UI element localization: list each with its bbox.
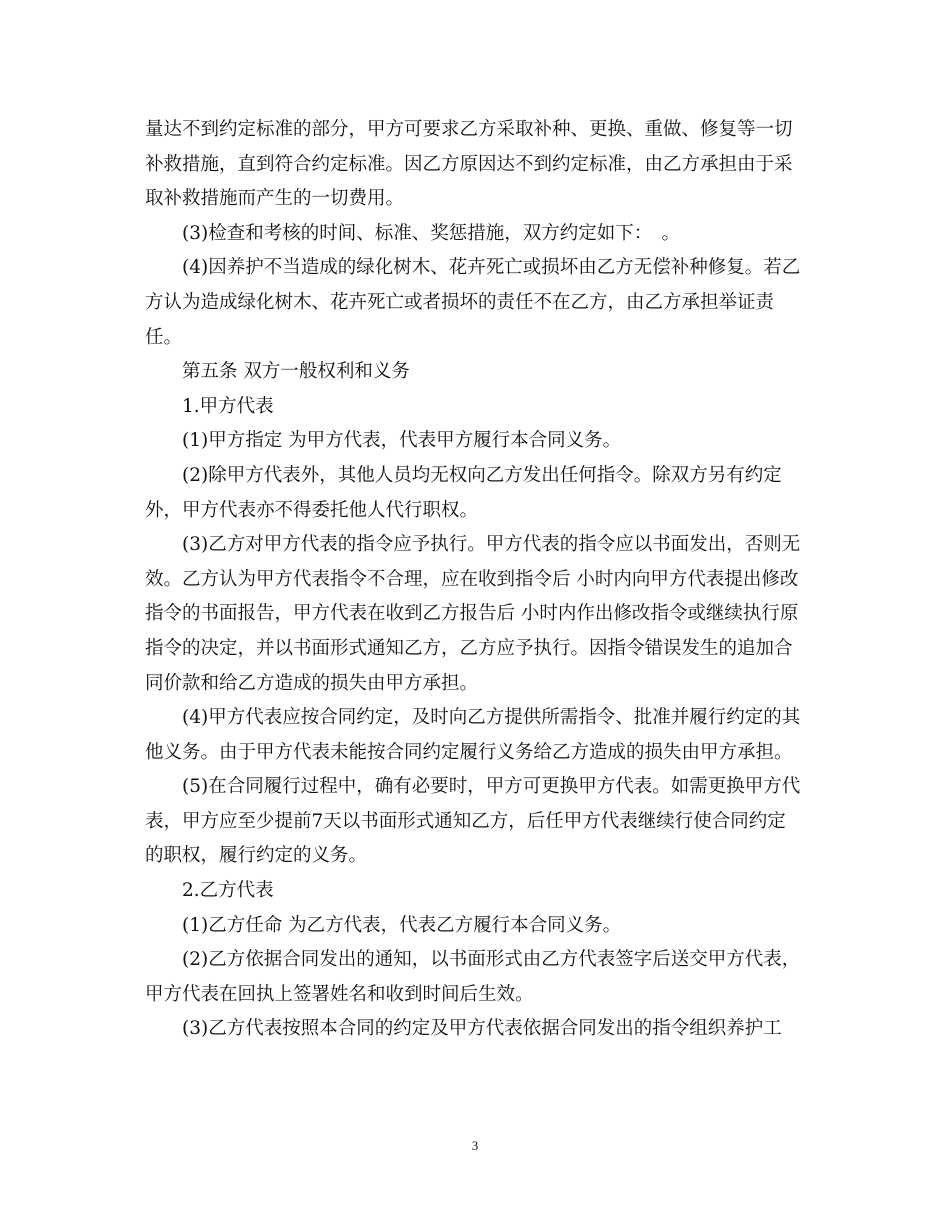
text-line: 他义务。由于甲方代表未能按合同约定履行义务给乙方造成的损失由甲方承担。 <box>145 741 793 763</box>
text-line: (2)除甲方代表外，其他人员均无权向乙方发出任何指令。除双方另有约定 <box>182 464 782 486</box>
text-line: 方认为造成绿化树木、花卉死亡或者损坏的责任不在乙方，由乙方承担举证责 <box>145 291 775 313</box>
text-line: 表，甲方应至少提前7天以书面形式通知乙方，后任甲方代表继续行使合同约定 <box>145 810 786 832</box>
text-line: (1)甲方指定 为甲方代表，代表甲方履行本合同义务。 <box>182 430 622 452</box>
text-line: 任。 <box>145 326 183 348</box>
text-line: 取补救措施而产生的一切费用。 <box>145 188 405 210</box>
text-line: (4)甲方代表应按合同约定，及时向乙方提供所需指令、批准并履行约定的其 <box>182 707 801 729</box>
text-line: 外，甲方代表亦不得委托他人代行职权。 <box>145 499 479 521</box>
text-line: 指令的决定，并以书面形式通知乙方，乙方应予执行。因指令错误发生的追加合 <box>145 637 793 659</box>
text-line: 效。乙方认为甲方代表指令不合理，应在收到指令后 小时内向甲方代表提出修改 <box>145 568 799 590</box>
text-line: 指令的书面报告，甲方代表在收到乙方报告后 小时内作出修改指令或继续执行原 <box>145 603 799 625</box>
section-heading: 第五条 双方一般权利和义务 <box>182 361 410 383</box>
text-line: 的职权，履行约定的义务。 <box>145 845 368 867</box>
text-line: (5)在合同履行过程中，确有必要时，甲方可更换甲方代表。如需更换甲方代 <box>182 776 801 798</box>
text-line: 甲方代表在回执上签署姓名和收到时间后生效。 <box>145 983 534 1005</box>
text-line: (3)检查和考核的时间、标准、奖惩措施，双方约定如下： 。 <box>182 222 680 244</box>
text-line: (3)乙方对甲方代表的指令应予执行。甲方代表的指令应以书面发出，否则无 <box>182 534 801 556</box>
subsection-heading: 2.乙方代表 <box>182 880 274 902</box>
subsection-heading: 1.甲方代表 <box>182 395 274 417</box>
text-line: (3)乙方代表按照本合同的约定及甲方代表依据合同发出的指令组织养护工 <box>182 1018 782 1040</box>
text-line: (2)乙方依据合同发出的通知，以书面形式由乙方代表签字后送交甲方代表， <box>182 949 801 971</box>
text-line: (4)因养护不当造成的绿化树木、花卉死亡或损坏由乙方无偿补种修复。若乙 <box>182 257 801 279</box>
document-body <box>145 113 813 1047</box>
page-number: 3 <box>471 1138 479 1153</box>
text-line: 量达不到约定标准的部分，甲方可要求乙方采取补种、更换、重做、修复等一切 <box>145 119 793 140</box>
text-line: 同价款和给乙方造成的损失由甲方承担。 <box>145 672 479 694</box>
text-line: (1)乙方任命 为乙方代表，代表乙方履行本合同义务。 <box>182 914 622 936</box>
text-line: 补救措施，直到符合约定标准。因乙方原因达不到约定标准，由乙方承担由于采 <box>145 153 793 175</box>
